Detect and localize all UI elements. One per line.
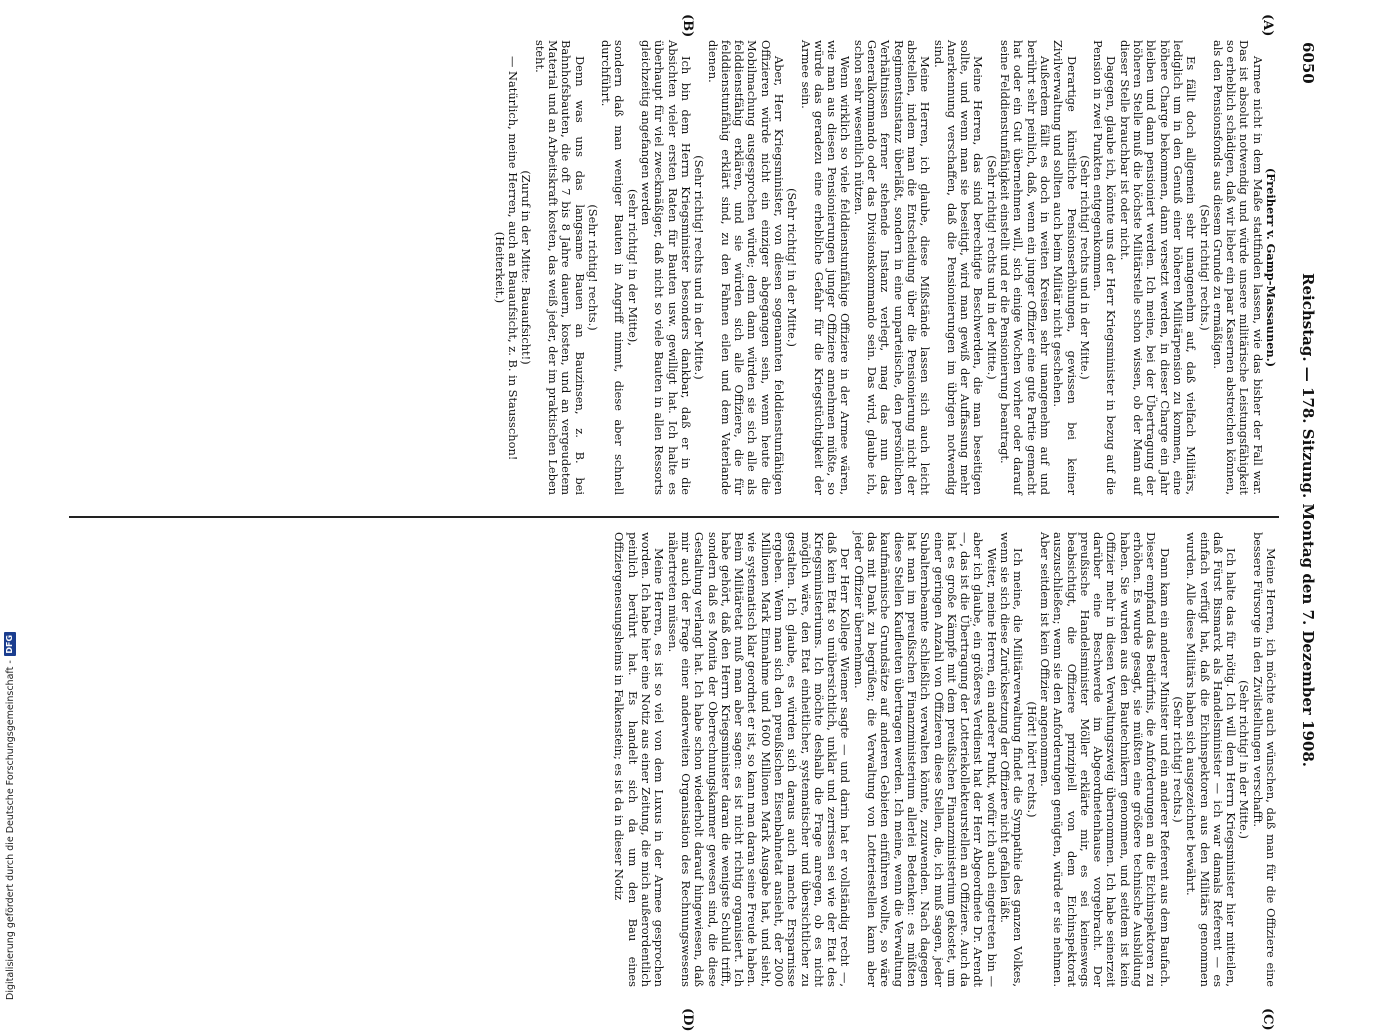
paragraph: Ich bin dem Herrn Kriegsminister besonders dankbar, daß er in die Absichten vieler ersten Raten für Bauten usw. gewilligt hat. Ich halte es überhaupt für viel zweckmäßiger, daß nicht so viele Bauten in allen Ressorts gleichzeitig angefangen werden bbox=[639, 40, 693, 495]
paragraph: Der Herr Kollege Wiemer sagte — und darin hat er vollständig recht —, daß kein Etat so unübersichtlich, unklar und zerrissen sei wie der Etat des Kriegsministeriums. Ich möchte deshalb die Frage anregen, ob es nicht möglich wäre, den Etat einheitlicher, systematischer und übersichtlicher zu gestalten. Ich glaube, es würden sich daraus auch manche Ersparnisse ergeben. Wenn man sich den preußischen Eisenbahnetat ansieht, der 2000 Millionen Mark Einnahme und 1600 Millionen Mark Ausgabe hat, und sieht, wie systematisch klar geordnet er ist, so kann man daran seine Freude haben. Beim Militäretat muß man aber sagen: es ist nicht richtig organisiert. Ich habe gehört, daß den Herrn Kriegsminister daran die wenigste Schuld trifft, sondern daß es Monita der Oberrechnungskammer gewesen sind, die diese Gestaltung verlangt hat. Ich habe schon wiederholt darauf hingewiesen, daß mir auch der Frage einer anderweiten Organisation des Rechnungswesens nähertreten müssen. bbox=[665, 532, 853, 987]
paragraph: Derartige künstliche Pensionserhöhungen, gewissen bei keiner Zivilverwaltung und sollten auch beim Militär nicht geschehen. bbox=[1051, 40, 1079, 495]
interjection: (Sehr richtig! rechts.) bbox=[585, 204, 600, 331]
margin-marker-c: (C) bbox=[1260, 1008, 1275, 1031]
scanned-page bbox=[55, 14, 1325, 1032]
page-title: Reichstag. — 178. Sitzung. Montag den 7. Dezember 1908. bbox=[1299, 273, 1317, 767]
paragraph: Außerdem fällt es doch in weiten Kreisen sehr unangenehm auf und berührt sehr peinlich, daß, wenn ein junger Offizier eine gute Partie gemacht hat oder ein Gut übernehmen will, sich einige Wochen vorher oder darauf seine Felddienstunfähigkeit einstellt und er die Pensionierung beantragt. bbox=[998, 40, 1052, 495]
digitization-credit bbox=[2, 610, 18, 1000]
right-text-column bbox=[612, 532, 1277, 987]
interjection: (Sehr richtig! in der Mitte.) bbox=[1237, 680, 1252, 839]
interjection: (Sehr richtig! rechts.) bbox=[1170, 696, 1185, 823]
left-text-column bbox=[492, 40, 1277, 495]
paragraph: Meine Herren, es ist so viel von dem Luxus in der Armee gesprochen worden. Ich habe hier eine Notiz aus einer Zeitung, die mich außerordentlich peinlich berührt hat. Es handelt sich da um den Bau eines Offiziergenesungsheims in Falkenstein; es ist da in dieser Notiz bbox=[612, 532, 667, 987]
margin-marker-b: (B) bbox=[680, 14, 695, 38]
page-header bbox=[1281, 40, 1325, 1000]
interjection: (Sehr richtig! rechts und in der Mitte.) bbox=[692, 155, 707, 380]
interjection: (Hört! hört! rechts.) bbox=[1024, 701, 1039, 818]
paragraph: Denn was uns das langsame Bauen an Bauzinsen, z. B. bei Bahnhofsbauten, die oft 7 bis 8 Jahre dauern, kosten, und an vergeudetem Material und an Arbeitskraft kosten, das weiß jeder, der im praktischen Leben steht. bbox=[532, 40, 587, 495]
interjection: (Sehr richtig! rechts und in der Mitte.) bbox=[984, 155, 999, 380]
interjection: (Sehr richtig! in der Mitte.) bbox=[785, 188, 800, 347]
page-number: 6050 bbox=[1299, 42, 1317, 84]
paragraph: Weiter, meine Herren, ein anderer Punkt, wofür ich auch eingetreten bin — aber ich glaube, ein größeres Verdienst hat der Herr Abgeordnete Dr. Arendt —, das ist die Übertragung der Lotteriekollekteurstellen an Offiziere. Auch da hat es große Kämpfe mit dem preußischen Finanzministerium gekostet, um einer geringen Anzahl von Offizieren diese Stellen, die, ich muß sagen, jeder Subalternbeamte schließlich verwalten könnte, zuzuwenden. Nach dagegen hat man im preußischen Finanzministerium allerlei Bedenken: es müßten diese Stellen Kaufleuten übertragen werden. Ich meine, wenn die Verwaltung kaufmännische Grundsätze auf anderen Gebieten einführen wollte, so wäre das mit Dank zu begrüßen; die Verwaltung von Lotteriestellen kann aber jeder Offizier übernehmen. bbox=[851, 532, 999, 987]
paragraph: sondern daß man weniger Bauten in Angriff nimmt, diese aber schnell durchführt. bbox=[599, 40, 627, 495]
speaker-name: (Freiherr v. Gamp-Massaunen.) bbox=[1264, 167, 1278, 368]
interjection: (Zuruf in der Mitte: Bauaufsicht!) bbox=[519, 170, 534, 365]
digitization-text: Digitalisierung gefördert durch die Deutsche Forschungsgemeinschaft - bbox=[4, 660, 16, 1000]
paragraph: Ich meine, die Militärverwaltung findet die Sympathie des ganzen Volkes, wenn sie sich diese Zurücksetzung der Offiziere nicht gefallen läßt. bbox=[998, 532, 1026, 987]
paragraph: Es fällt doch allgemein sehr unangenehm auf, daß vielfach Militärs, lediglich um in den Genuß einer höheren Militärpension zu kommen, eine höhere Charge bekommen, dann versetzt werden, in dieser Charge ein Jahr bleiben und dann pensioniert werden. Ich meine, bei der Übertragung der höheren Stelle muß die höchste Militärstelle schon wissen, ob der Mann auf dieser Stelle brauchbar ist oder nicht. bbox=[1117, 40, 1199, 495]
paragraph: Wenn wirklich so viele felddienstunfähige Offiziere in der Armee wären, wie man aus diesen Pensionierungen junger Offiziere annehmen müßte, so würde das geradezu eine erhebliche Gefahr für die Kriegstüchtigkeit der Armee sein. bbox=[798, 40, 853, 495]
paragraph: Meine Herren, ich möchte auch wünschen, daß man für die Offiziere eine bessere Fürsorge in den Zivilstellungen verschafft. bbox=[1250, 532, 1278, 987]
dfg-logo: DFG bbox=[4, 632, 16, 656]
paragraph: Aber, Herr Kriegsminister, von diesen sogenannten felddienstunfähigen Offizieren würde nicht ein einziger abgegangen sein, wenn heute die Mobilmachung ausgesprochen würde; denn dann würden sie sich alle als felddienstfähig erklären, und sie würden sich alle Offiziere, die für felddienstunfähig erklärt sind, zu den Fahnen eilen und dem Vaterlande dienen. bbox=[705, 40, 787, 495]
paragraph: Dagegen, glaube ich, könnte uns der Herr Kriegsminister in bezug auf die Pension in zwei Punkten entgegenkommen. bbox=[1091, 40, 1119, 495]
interjection: (sehr richtig! in der Mitte), bbox=[625, 189, 640, 346]
paragraph: Dann kam ein anderer Minister und ein anderer Referent aus dem Baufach. Dieser empfand das Bedürfnis, die Anforderungen an die Eichinspektoren zu erhöhen. Es wurde gesagt, sie müßten eine größere technische Ausbildung haben. Sie wurden aus den Bautechnikern genommen, und seitdem ist kein Offizier mehr in diesen Verwaltungszweig übernommen. Ich habe seinerzeit darüber eine Beschwerde im Abgeordnetenhause vorgebracht. Der preußische Handelsminister Möller erklärte mir, es sei keineswegs beabsichtigt, die Offiziere prinzipiell von dem Eichinspektorat auszuschließen; wenn sie den Anforderungen genügten, würde er sie nehmen. Aber seitdem ist kein Offizier angenommen. bbox=[1037, 532, 1172, 987]
interjection: (Sehr richtig! rechts und in der Mitte.) bbox=[1077, 155, 1092, 380]
margin-marker-d: (D) bbox=[680, 1008, 695, 1032]
paragraph: Meine Herren, ich glaube, diese Mißstände lassen sich auch leicht abstellen, indem man die Entscheidung über die Pensionierung nicht der Regimentsinstanz überläßt, sondern in eine unparteiische, den persönlichen Verhältnissen ferner stehende Instanz verlegt, mag das nun das Generalkommando oder das Divisionskommando sein. Das wird, glaube ich, schon sehr wesentlich nützen. bbox=[851, 40, 933, 495]
paragraph: — Natürlich, meine Herren, auch an Bauaufsicht, z. B. in Stausschon! bbox=[506, 56, 521, 461]
interjection: (Heiterkeit.) bbox=[492, 231, 507, 304]
paragraph: Meine Herren, das sind berechtigte Beschwerden, die man beseitigen sollte, und wenn man sie beseitigt, wird man gewiß der Auffassung mehr Anerkennung verschaffen, daß die Pensionierungen im übrigen notwendig sind. bbox=[931, 40, 986, 495]
interjection: (Sehr richtig! rechts.) bbox=[1197, 204, 1212, 331]
margin-marker-a: (A) bbox=[1260, 14, 1275, 37]
paragraph: Ich halte das für nötig. Ich will dem Herrn Kriegsminister hier mitteilen, daß Fürst Bismarck als Handelsminister — ich war damals Referent — es einfach verfügt hat, daß die Eichinspektoren aus den Militärs genommen wurden. Alle diese Militärs haben sich ausgezeichnet bewährt. bbox=[1184, 532, 1239, 987]
paragraph: Armee nicht in dem Maße stattfinden lassen, wie das bisher der Fall war. Das ist absolut notwendig und würde unsere militärische Leistungsfähigkeit so erheblich schädigen, daß wir lieber ein paar Kasernen abstreichen können, als den Pensionsfonds aus diesem Grunde zu ermäßigen. bbox=[1210, 40, 1265, 495]
column-divider bbox=[69, 516, 1279, 518]
